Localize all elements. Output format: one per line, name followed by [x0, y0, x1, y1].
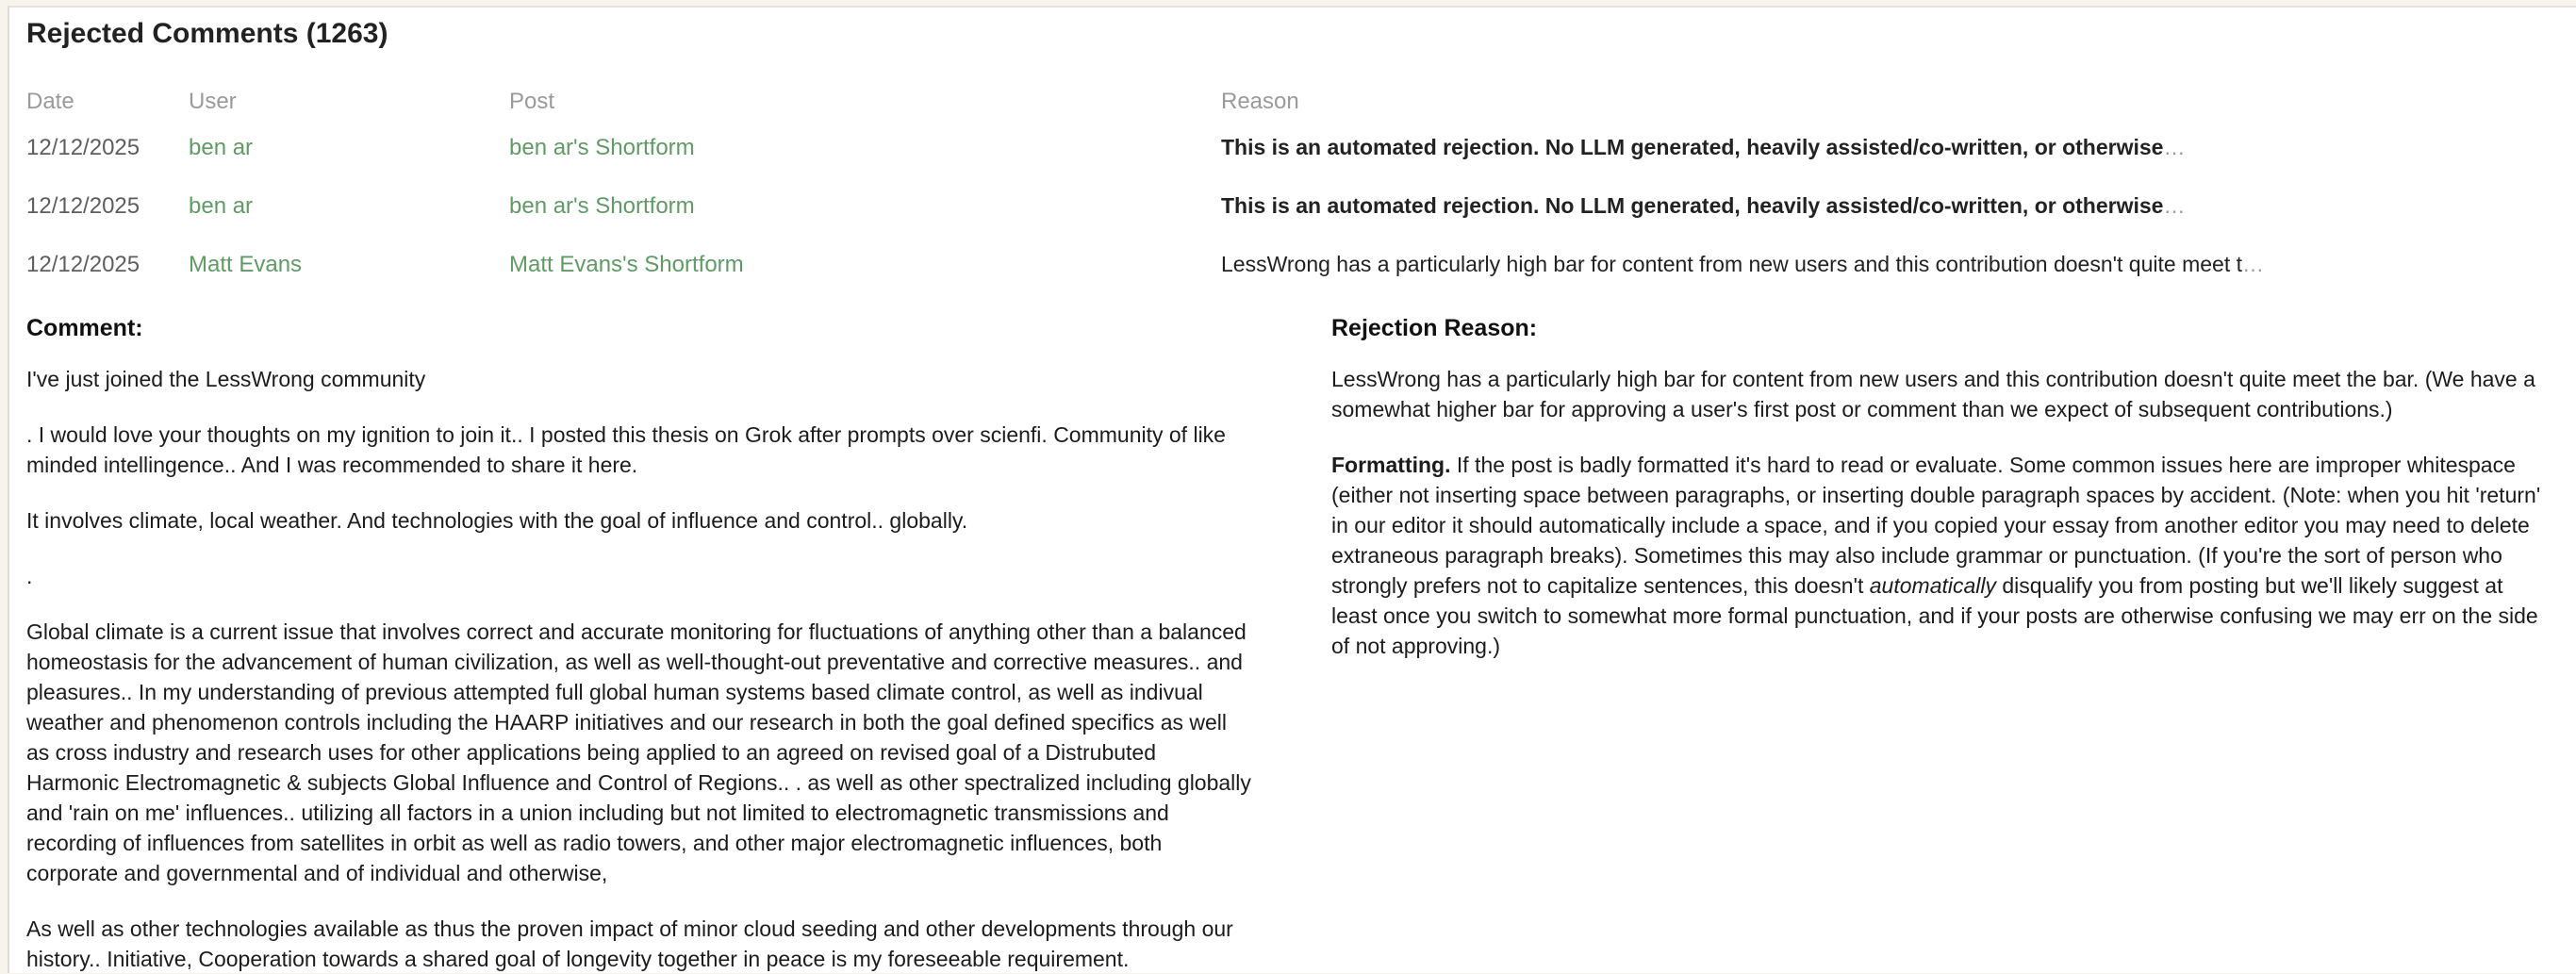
formatting-text-1: If the post is badly formatted it's hard to read or evaluate. Some common issues here are improper whitespace (either not inserting space between paragraphs, or inserting double paragraph spaces by accident. (Note: when you hit 'return' in our editor it should automatically include a space, and if you copied your essay from another editor you may need to delete extraneous paragraph breaks). Sometimes this may also include grammar or punctuation. (If you're the sort of person who strongly prefers not to capitalize sentences, this doesn't — [1331, 453, 2540, 598]
post-link[interactable]: ben ar's Shortform — [509, 135, 695, 160]
post-link[interactable]: ben ar's Shortform — [509, 193, 695, 219]
reason-text: This is an automated rejection. No LLM generated, heavily assisted/co-written, or otherwise — [1221, 193, 2163, 218]
page-title: Rejected Comments (1263) — [26, 17, 2553, 51]
column-header-post: Post — [509, 89, 1221, 115]
rejection-reason-heading: Rejection Reason: — [1331, 314, 2553, 342]
rejection-paragraph: LessWrong has a particularly high bar for content from new users and this contribution doesn't quite meet the bar. (We have a somewhat higher bar for approving a user's first post or comment than we expect of subsequent contributions.) — [1331, 364, 2553, 424]
comment-paragraph: . — [26, 561, 1254, 591]
formatting-text-2: disqualify you from posting but we'll likely suggest at least once you switch to somewhat more formal punctuation, and if your posts are otherwise confusing we may err on the side of not approving.) — [1331, 573, 2538, 658]
reason-cell[interactable] — [1221, 251, 2553, 277]
column-header-reason: Reason — [1221, 89, 2553, 115]
column-header-date: Date — [26, 89, 189, 115]
user-link[interactable]: ben ar — [189, 135, 253, 160]
formatting-italic-word: automatically — [1870, 573, 1996, 598]
user-link[interactable]: Matt Evans — [189, 252, 302, 277]
table-row[interactable] — [26, 192, 2553, 220]
reason-cell[interactable] — [1221, 134, 2553, 160]
table-row[interactable] — [26, 134, 2553, 161]
reason-ellipsis: … — [2163, 193, 2187, 218]
user-link[interactable]: ben ar — [189, 193, 253, 219]
table-header-row — [26, 89, 2553, 115]
comment-heading: Comment: — [26, 314, 1254, 342]
rejected-comments-panel — [8, 6, 2576, 973]
table-row[interactable] — [26, 251, 2553, 278]
comment-paragraph: It involves climate, local weather. And technologies with the goal of influence and control.. globally. — [26, 505, 1254, 536]
formatting-lead: Formatting. — [1331, 453, 1451, 477]
comment-paragraph: . I would love your thoughts on my ignition to join it.. I posted this thesis on Grok after prompts over scienfi. Community of like minded intellingence.. And I was recommended to share it here. — [26, 420, 1254, 480]
date-cell: 12/12/2025 — [26, 193, 189, 220]
comment-paragraph: I've just joined the LessWrong community — [26, 364, 1254, 394]
reason-text: LessWrong has a particularly high bar for content from new users and this contribution doesn't quite meet t — [1221, 252, 2242, 276]
rejected-comments-table — [26, 89, 2553, 278]
reason-ellipsis: … — [2242, 252, 2266, 276]
rejection-paragraph-formatting — [1331, 450, 2553, 661]
comment-paragraph: As well as other technologies available as thus the proven impact of minor cloud seeding and other developments through our history.. Initiative, Cooperation towards a shared goal of longevity together in peace is my foreseeable requirement. — [26, 914, 1254, 974]
reason-cell[interactable] — [1221, 192, 2553, 219]
reason-text: This is an automated rejection. No LLM generated, heavily assisted/co-written, or otherwise — [1221, 135, 2163, 159]
reason-ellipsis: … — [2163, 135, 2187, 159]
detail-section — [26, 314, 2553, 974]
date-cell: 12/12/2025 — [26, 135, 189, 161]
comment-pane — [26, 314, 1254, 974]
column-header-user: User — [189, 89, 509, 115]
rejection-reason-pane — [1331, 314, 2553, 974]
post-link[interactable]: Matt Evans's Shortform — [509, 252, 744, 277]
comment-paragraph: Global climate is a current issue that involves correct and accurate monitoring for fluctuations of anything other than a balanced homeostasis for the advancement of human civilization, as well as well-thought-out preventative and corrective measures.. and pleasures.. In my understanding of previous attempted full global human systems based climate control, as well as indivual weather and phenomenon controls including the HAARP initiatives and our research in both the goal defined specifics as well as cross industry and research uses for other applications being applied to an agreed on revised goal of a Distrubuted Harmonic Electromagnetic & subjects Global Influence and Control of Regions.. . as well as other spectralized including globally and 'rain on me' influences.. utilizing all factors in a union including but not limited to electromagnetic transmissions and recording of influences from satellites in orbit as well as radio towers, and other major electromagnetic influences, both corporate and governmental and of individual and otherwise, — [26, 617, 1254, 888]
date-cell: 12/12/2025 — [26, 252, 189, 278]
